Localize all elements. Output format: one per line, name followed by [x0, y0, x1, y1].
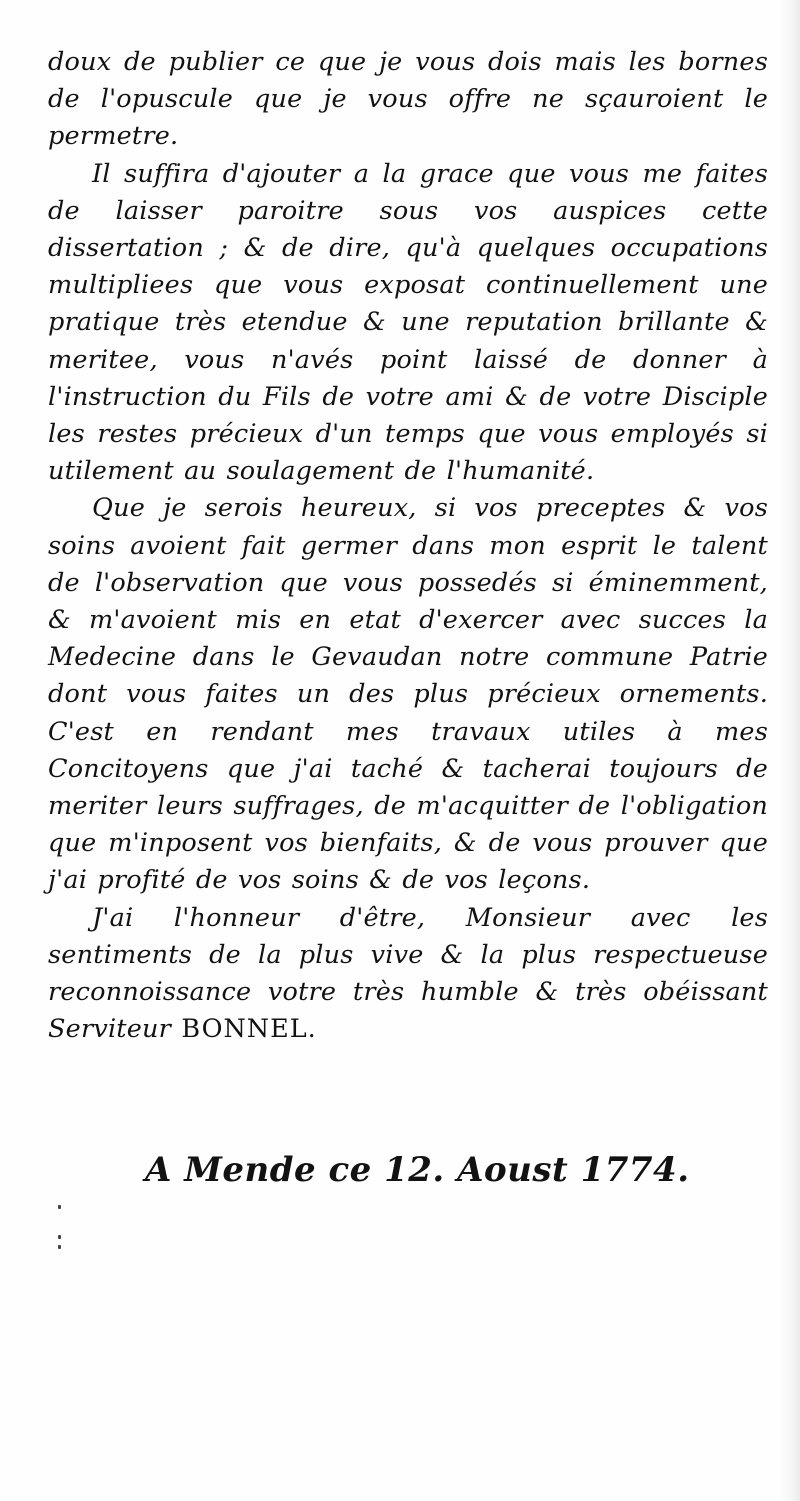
paragraph-hope: Que je serois heureux, si vos preceptes & vos soins avoient fait germer dans mon esprit le talent de l'observation que vous possedés si éminemment, & m'avoient mis en etat d'exercer avec succes la Medecine dans le Gevaudan notre commune Patrie dont vous faites un des plus précieux ornements. C'est en rendant mes travaux utiles à mes Concitoyens que j'ai taché & tacherai toujours de meriter leurs suffrages, de m'acquitter de l'obligation que m'inposent vos bienfaits, & de vous prouver que j'ai profité de vos soins & de vos leçons. — [48, 493, 768, 896]
letter-body — [48, 44, 768, 1048]
margin-specks — [58, 1205, 64, 1265]
salutation-text: J'ai l'honneur d'être, Monsieur avec les sentiments de la plus vive & la plus respectueuse reconnoissance votre très humble & très obéissant Serviteur — [48, 902, 768, 1045]
signature-name: BONNEL. — [181, 1014, 317, 1045]
scan-shadow-edge — [778, 0, 800, 1501]
paragraph-salutation — [48, 900, 768, 1049]
paragraph-dedication: Il suffira d'ajouter a la grace que vous me faites de laisser paroitre sous vos auspices cette dissertation ; & de dire, qu'à quelques occupations multipliees que vous exposat continuellement une pratique très etendue & une reputation brillante & meritee, vous n'avés point laissé de donner à l'instruction du Fils de votre ami & de votre Disciple les restes précieux d'un temps que vous employés si utilement au soulagement de l'humanité. — [48, 158, 768, 487]
place-date-line: A Mende ce 12. Aoust 1774. — [145, 1150, 690, 1190]
paragraph-opening: doux de publier ce que je vous dois mais les bornes de l'opuscule que je vous offre ne sçauroient le permetre. — [48, 47, 768, 152]
